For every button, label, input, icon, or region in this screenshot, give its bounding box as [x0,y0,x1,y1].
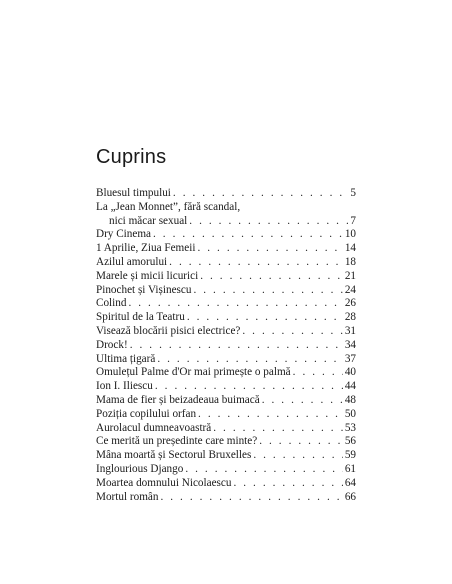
toc-entry-title: Omulețul Palme d'Or mai primește o palmă [96,366,291,379]
toc-entry [96,187,356,201]
toc-entry-page: 37 [344,352,356,365]
toc-entry-title: Drock! [96,338,128,351]
toc-entry-page: 61 [344,462,356,475]
toc-entry [96,380,356,394]
toc-entry [96,325,356,339]
toc-leader-dots [198,408,343,422]
toc-leader-dots [173,187,349,201]
toc-leader-dots [189,215,348,229]
toc-entry-title: Visează blocării pisici electrice? [96,324,241,337]
toc-entry [96,408,356,422]
toc-entry-page: 24 [344,283,356,296]
toc-entry [96,228,356,242]
toc-entry [96,297,356,311]
toc-entry-page: 64 [344,476,356,489]
toc-entry [96,366,356,380]
toc-entry-page: 40 [344,366,356,379]
toc-entry-title: Mama de fier și beizadeaua buimacă [96,393,260,406]
toc-entry-page: 48 [344,393,356,406]
toc-entry-title: La „Jean Monnet”, fără scandal, [96,200,241,213]
toc-entry-title: Inglourious Django [96,462,184,475]
toc-leader-dots [155,380,343,394]
toc-leader-dots [233,477,342,491]
toc-entry [96,422,356,436]
toc-entry-title: Marele și micii licurici [96,269,199,282]
toc-leader-dots [130,339,343,353]
toc-entry [96,311,356,325]
toc-entry-page: 31 [344,324,356,337]
page-title: Cuprins [96,146,167,168]
toc-entry-title: Moartea domnului Nicolaescu [96,476,232,489]
toc-entry-title: Spiritul de la Teatru [96,311,185,324]
toc-leader-dots [253,449,342,463]
toc-entry [96,435,356,449]
toc-entry-page: 50 [344,407,356,420]
toc-entry-page: 28 [344,311,356,324]
toc-entry-page: 7 [350,214,356,227]
toc-entry-page: 53 [344,421,356,434]
toc-entry [96,394,356,408]
toc-leader-dots [242,325,342,339]
toc-entry-title: Poziția copilului orfan [96,407,197,420]
toc-entry-title: Ultima țigară [96,352,156,365]
toc-entry [96,201,356,229]
toc-entry-title: Pinochet și Vișinescu [96,283,192,296]
toc-leader-dots [157,353,342,367]
table-of-contents [96,187,356,504]
toc-entry [96,491,356,505]
toc-leader-dots [259,435,343,449]
toc-entry [96,256,356,270]
toc-entry-title: Dry Cinema [96,228,151,241]
toc-entry-title: Azilul amorului [96,255,168,268]
toc-leader-dots [185,463,342,477]
toc-leader-dots [293,366,343,380]
toc-entry-page: 21 [344,269,356,282]
toc-entry [96,463,356,477]
toc-entry-page: 14 [344,242,356,255]
toc-leader-dots [193,284,342,298]
toc-leader-dots [169,256,343,270]
toc-entry [96,353,356,367]
toc-leader-dots [213,422,343,436]
toc-entry-title: Ce merită un președinte care minte? [96,435,258,448]
toc-entry-page: 18 [344,255,356,268]
toc-entry-page: 5 [350,187,356,199]
toc-leader-dots [153,228,343,242]
toc-leader-dots [187,311,343,325]
toc-entry-page: 10 [344,228,356,241]
toc-entry [96,270,356,284]
toc-entry [96,242,356,256]
toc-entry-title: Bluesul timpului [96,187,171,199]
toc-entry [96,477,356,491]
toc-entry-page: 59 [344,449,356,462]
toc-entry [96,284,356,298]
toc-entry-title: Aurolacul dumneavoastră [96,421,212,434]
toc-leader-dots [262,394,343,408]
toc-entry-page: 56 [344,435,356,448]
toc-leader-dots [200,270,343,284]
toc-entry-page: 66 [344,490,356,503]
toc-entry-title: Colind [96,297,127,310]
toc-leader-dots [197,242,342,256]
toc-entry-title: Mâna moartă și Sectorul Bruxelles [96,449,252,462]
toc-entry-title-continued: nici măcar sexual [109,214,188,227]
toc-entry-title: 1 Aprilie, Ziua Femeii [96,242,196,255]
toc-leader-dots [160,491,342,505]
toc-leader-dots [128,297,342,311]
toc-entry-page: 44 [344,380,356,393]
toc-entry-page: 34 [344,338,356,351]
toc-entry [96,449,356,463]
toc-entry-title: Ion I. Iliescu [96,380,153,393]
toc-entry [96,339,356,353]
toc-entry-title: Mortul român [96,490,159,503]
toc-entry-page: 26 [344,297,356,310]
